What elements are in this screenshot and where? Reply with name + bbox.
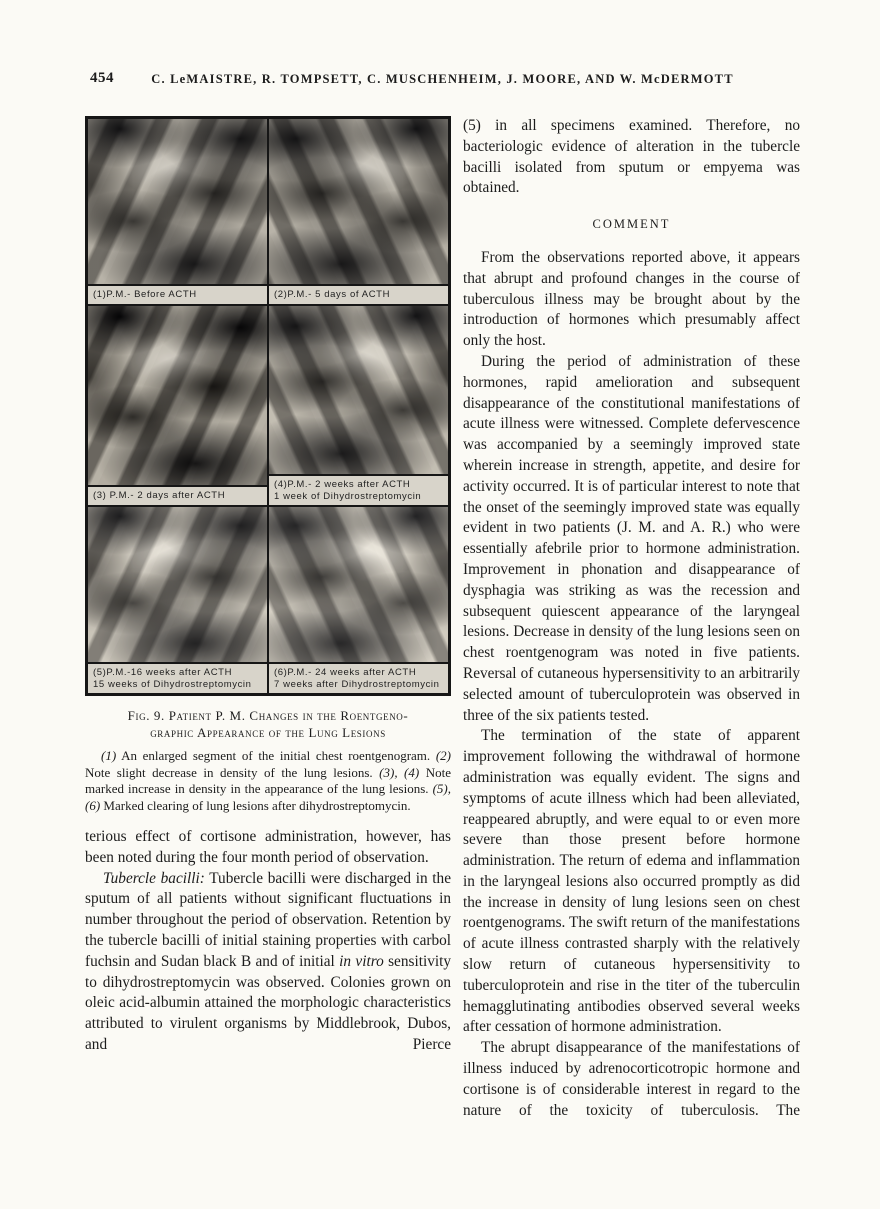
panel-label-1: [88, 284, 267, 304]
xray-image-5: [88, 507, 267, 662]
tubercle-lead-italic: Tubercle bacilli:: [103, 869, 205, 887]
caption-text-4: Marked clearing of lung lesions after dihydrostreptomycin.: [100, 797, 411, 813]
figure-caption-heading-line1: Fig. 9. Patient P. M. Changes in the Roentgeno-: [127, 708, 409, 723]
panel-label-2: [269, 284, 448, 304]
right-column: [463, 116, 800, 1121]
xray-image-3: [88, 306, 267, 485]
panel-label-1-line1: (1)P.M.- Before ACTH: [93, 289, 197, 300]
right-column-body: [463, 116, 800, 1121]
xray-figure: [85, 116, 451, 696]
xray-image-4: [269, 306, 448, 474]
figure-caption-body: [85, 748, 451, 814]
comment-section-heading: COMMENT: [592, 217, 671, 232]
figure-row-2: [88, 306, 448, 507]
panel-label-3: [88, 485, 267, 505]
xray-image-1: [88, 119, 267, 284]
figure-row-1: [88, 119, 448, 306]
left-column: [85, 116, 451, 1121]
caption-text-1: An enlarged segment of the initial chest roentgenogram.: [116, 748, 436, 763]
paragraph-administration: During the period of administration of these hormones, rapid amelioration and subsequent disappearance of the constitutional manifestations of acute illness were witnessed. Complete defervescence was accompanied by a seemingly improved state wherein increase in strength, appetite, and desire for activity occurred. It is of particular interest to note that the onset of the seemingly improved state was equally evident in two patients (J. M. and A. R.) who were essentially afebrile prior to hormone administration. Improvement in phonation and disappearance of dysphagia was striking as was the recession and subsequent quiescent appearance of the laryngeal lesions. Decrease in density of the lung lesions seen on chest roentgenogram was noted in five patients. Reversal of cutaneous hypersensitivity to an arbitrarily selected amount of tuberculoprotein was observed in three of the six patients tested.: [463, 352, 800, 724]
xray-panel-3: [88, 306, 269, 505]
figure-caption: [85, 707, 451, 814]
caption-item-2: (2): [435, 748, 451, 763]
panel-label-6-line2: 7 weeks after Dihydrostreptomycin: [274, 679, 440, 690]
panel-label-6: [269, 662, 448, 693]
tubercle-text-a: Tubercle bacilli were discharged in the sputum of all patients without significant fluctuations in number throughout the period of observation. Retention by the tubercle bacilli of initial staining properties with carbol fuchsin and Sudan black B and of initial: [85, 869, 451, 970]
panel-label-4-line1: (4)P.M.- 2 weeks after ACTH: [274, 479, 411, 490]
xray-image-2: [269, 119, 448, 284]
panel-label-4: [269, 474, 448, 505]
panel-label-5-line2: 15 weeks of Dihydrostreptomycin: [93, 679, 252, 690]
panel-label-4-line2: 1 week of Dihydrostreptomycin: [274, 491, 422, 502]
caption-item-3: (3), (4): [379, 764, 420, 780]
paragraph-termination: The termination of the state of apparent improvement following the withdrawal of hormone administration was equally evident. The signs and symptoms of acute illness which had been alleviated, reappeared abruptly, and were equal to or even more severe than those present before hormone administration. The return of edema and inflammation in the laryngeal lesions also occurred promptly as did the increase in density of lung lesions seen on chest roentgenograms. The swift return of the manifestations of acute illness contrasted sharply with the relatively slow return of cutaneous hypersensitivity to tuberculoprotein and rise in the titer of the tuberculin hemagglutinating antibodies observed several weeks after cessation of hormone administration.: [463, 727, 800, 1036]
caption-item-4: (5), (6): [85, 781, 451, 813]
panel-label-5-line1: (5)P.M.-16 weeks after ACTH: [93, 667, 233, 678]
xray-image-6: [269, 507, 448, 662]
caption-text-2: Note slight decrease in density of the lung lesions.: [85, 764, 380, 780]
paragraph-abrupt-disappearance: The abrupt disappearance of the manifestations of illness induced by adrenocorticotropic hormone and cortisone is of considerable interest in regard to the nature of the toxicity of tuberculosis. The: [463, 1039, 800, 1119]
xray-panel-4: [269, 306, 448, 505]
panel-label-3-line1: (3) P.M.- 2 days after ACTH: [93, 490, 226, 501]
in-vitro-italic: in vitro: [339, 952, 384, 970]
xray-panel-1: [88, 119, 269, 304]
left-column-body: [85, 827, 451, 1056]
running-header: [85, 70, 800, 90]
paragraph-specimens: (5) in all specimens examined. Therefore, no bacteriologic evidence of alteration in the tubercle bacilli isolated from sputum or empyema was obtained.: [463, 117, 800, 197]
xray-panel-6: [269, 507, 448, 693]
running-head-authors: C. LeMAISTRE, R. TOMPSETT, C. MUSCHENHEIM, J. MOORE, AND W. McDERMOTT: [151, 72, 734, 86]
paragraph-continuation: terious effect of cortisone administration, however, has been noted during the four month period of observation.: [85, 828, 451, 866]
xray-panel-2: [269, 119, 448, 304]
figure-caption-heading: [85, 707, 451, 741]
panel-label-6-line1: (6)P.M.- 24 weeks after ACTH: [274, 667, 417, 678]
tubercle-text-b: sensitivity to dihydrostreptomycin was observed. Colonies grown on oleic acid-albumin attained the morphologic characteristics attributed to virulent organisms by Middlebrook, Dubos, and Pierce: [85, 952, 451, 1053]
caption-item-1: (1): [101, 748, 117, 763]
panel-label-2-line1: (2)P.M.- 5 days of ACTH: [274, 289, 391, 300]
two-column-content: [85, 116, 800, 1121]
panel-label-5: [88, 662, 267, 693]
page-number: 454: [90, 70, 114, 86]
figure-caption-heading-line2: graphic Appearance of the Lung Lesions: [150, 725, 386, 740]
figure-row-3: [88, 507, 448, 693]
paragraph-observations: From the observations reported above, it appears that abrupt and profound changes in the course of tuberculous illness may be brought about by the introduction of hormones which presumably affect only the host.: [463, 248, 800, 350]
paragraph-tubercle-bacilli: [85, 869, 451, 1056]
xray-panel-5: [88, 507, 269, 693]
caption-text-3: Note marked increase in density in the appearance of the lung lesions.: [85, 764, 451, 796]
